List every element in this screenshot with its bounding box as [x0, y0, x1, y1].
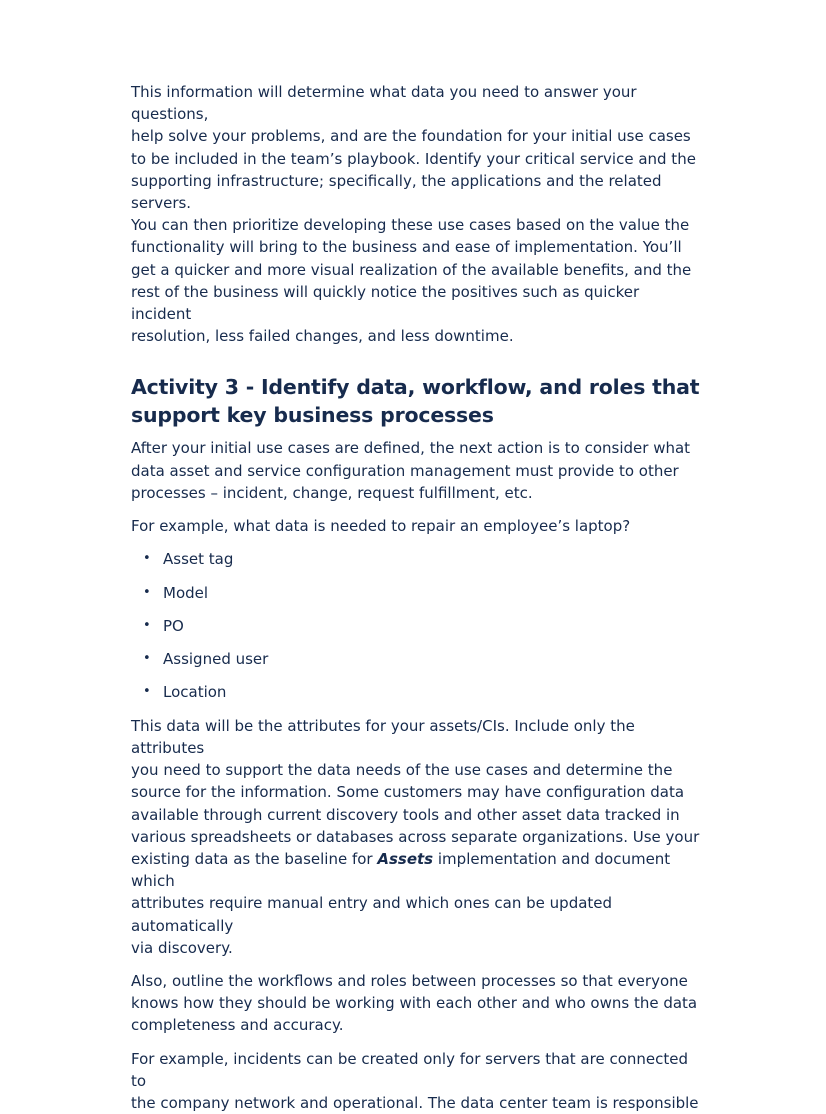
workflows-paragraph: Also, outline the workflows and roles between processes so that everyone knows how they should be working with each other and who owns the data completeness and accuracy. [131, 971, 698, 1035]
assets-emphasis: Assets [377, 849, 434, 868]
list-item [131, 615, 701, 637]
list-item [131, 648, 701, 670]
bullet-icon: • [143, 584, 151, 600]
bullet-icon: • [143, 684, 151, 700]
list-item-text: Asset tag [163, 550, 234, 569]
attributes-text-after: implementation and document which attributes require manual entry and which ones can be updated automatically via discovery. [131, 849, 671, 957]
attributes-paragraph [131, 715, 701, 959]
bullet-icon: • [143, 551, 151, 567]
document-page [131, 81, 701, 1114]
list-item-text: Assigned user [163, 650, 269, 669]
list-item [131, 548, 701, 570]
intro-paragraph: This information will determine what data you need to answer your questions, help solve your problems, and are the foundation for your initial use cases to be included in the team’s playbook. Identify your critical service and the supporting infrastructure; specifically, the applications and the related servers. You can then prioritize developing these use cases based on the value the functionality will bring to the business and ease of implementation. You’ll get a quicker and more visual realization of the available benefits, and the rest of the business will quickly notice the positives such as quicker incident resolution, less failed changes, and less downtime. [131, 83, 696, 346]
bullet-icon: • [143, 651, 151, 667]
list-item-text: Location [163, 683, 227, 702]
list-item-text: PO [163, 616, 184, 635]
list-item [131, 681, 701, 703]
use-cases-paragraph: After your initial use cases are defined, the next action is to consider what data asset and service configuration management must provide to other processes – incident, change, request fulfillment, etc. [131, 439, 691, 502]
list-item [131, 582, 701, 604]
activity-heading: Activity 3 - Identify data, workflow, and roles that support key business processes [131, 375, 700, 428]
bullet-icon: • [143, 617, 151, 633]
example-question: For example, what data is needed to repair an employee’s laptop? [131, 517, 631, 536]
list-item-text: Model [163, 583, 209, 602]
attributes-text-before: This data will be the attributes for your assets/CIs. Include only the attributes you need to support the data needs of the use cases and determine the source for the information. Some customers may have configuration data available through current discovery tools and other asset data tracked in various spreadsheets or databases across separate organizations. Use your existing data as the baseline for [131, 716, 700, 868]
data-needed-list [131, 548, 701, 703]
incidents-example-paragraph: For example, incidents can be created only for servers that are connected to the company network and operational. The data center team is responsible [131, 1049, 699, 1112]
